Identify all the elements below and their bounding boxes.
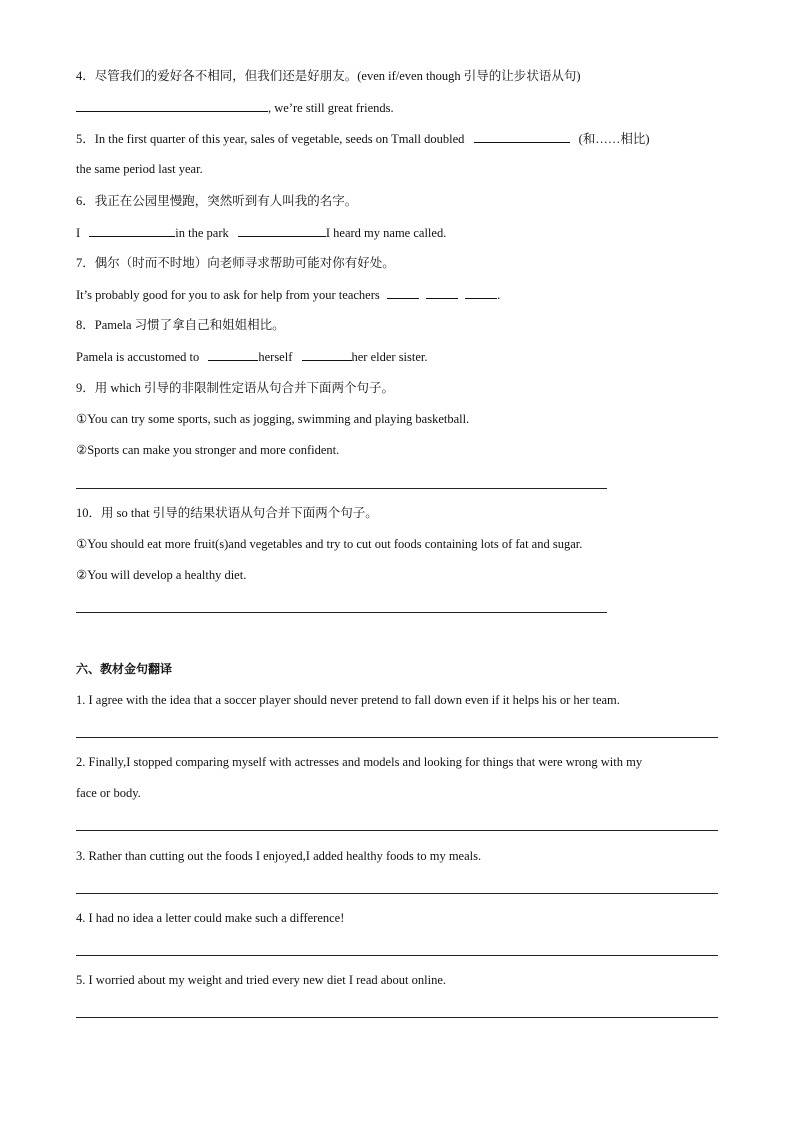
q8-part-b: herself [258,350,293,364]
q7-prompt: 7．偶尔（时而不时地）向老师寻求帮助可能对你有好处。 [76,256,395,270]
q7-sentence-head: It’s probably good for you to ask for help from your teachers [76,288,380,302]
q4-answer-line [76,99,394,116]
section6-heading: 六、教材金句翻译 [76,662,173,676]
q4-blank[interactable] [76,99,268,112]
q6-answer-line [76,224,446,241]
q5-line2: the same period last year. [76,162,203,176]
s6-item-2-rule[interactable] [76,830,718,831]
s6-item-3: 3. Rather than cutting out the foods I enjoyed,I added healthy foods to my meals. [76,849,482,863]
q8-prompt: 8．Pamela 习惯了拿自己和姐姐相比。 [76,318,285,332]
q6-part-a: I [76,226,81,240]
q10-answer-rule[interactable] [76,612,607,613]
s6-item-4-rule[interactable] [76,955,718,956]
q7-sentence-tail: . [497,288,501,302]
s6-item-4: 4. I had no idea a letter could make such a difference! [76,911,345,925]
q8-part-c: her elder sister. [351,350,428,364]
s6-item-5: 5. I worried about my weight and tried every new diet I read about online. [76,973,447,987]
q8-blank-1[interactable] [208,348,258,361]
q6-blank-1[interactable] [89,224,175,237]
q9-sentence-1: ①You can try some sports, such as jogging, swimming and playing basketball. [76,412,470,426]
s6-item-2-line2: face or body. [76,786,141,800]
q6-part-c: I heard my name called. [325,226,447,240]
q8-blank-2[interactable] [302,348,352,361]
q7-answer-line [76,286,500,303]
q5-blank[interactable] [474,130,570,143]
q6-part-b: in the park [175,226,229,240]
s6-item-3-rule[interactable] [76,893,718,894]
q10-prompt: 10．用 so that 引导的结果状语从句合并下面两个句子。 [76,506,378,520]
s6-item-2-line1: 2. Finally,I stopped comparing myself with actresses and models and looking for things that were wrong with my [76,755,643,769]
q4-answer-tail: , we’re still great friends. [268,101,394,115]
q8-part-a: Pamela is accustomed to [76,350,200,364]
q8-answer-line [76,348,428,365]
q9-sentence-2: ②Sports can make you stronger and more confident. [76,443,340,457]
s6-item-1-rule[interactable] [76,737,718,738]
q6-blank-2[interactable] [238,224,326,237]
q10-sentence-1: ①You should eat more fruit(s)and vegetables and try to cut out foods containing lots of fat and sugar. [76,537,583,551]
q7-blank-3[interactable] [465,286,497,299]
q7-blank-1[interactable] [387,286,419,299]
q5-tail: (和……相比) [578,132,650,146]
s6-item-1: 1. I agree with the idea that a soccer player should never pretend to fall down even if it helps his or her team. [76,693,620,707]
q6-prompt: 6．我正在公园里慢跑，突然听到有人叫我的名字。 [76,194,358,208]
q5-head: 5．In the first quarter of this year, sales of vegetable, seeds on Tmall doubled [76,132,465,146]
s6-item-5-rule[interactable] [76,1017,718,1018]
q10-sentence-2: ②You will develop a healthy diet. [76,568,247,582]
q7-blank-2[interactable] [426,286,458,299]
q4-prompt: 4．尽管我们的爱好各不相同，但我们还是好朋友。(even if/even though 引导的让步状语从句) [76,69,581,83]
q9-answer-rule[interactable] [76,488,607,489]
q9-prompt: 9．用 which 引导的非限制性定语从句合并下面两个句子。 [76,381,395,395]
q5-line1 [76,130,649,147]
